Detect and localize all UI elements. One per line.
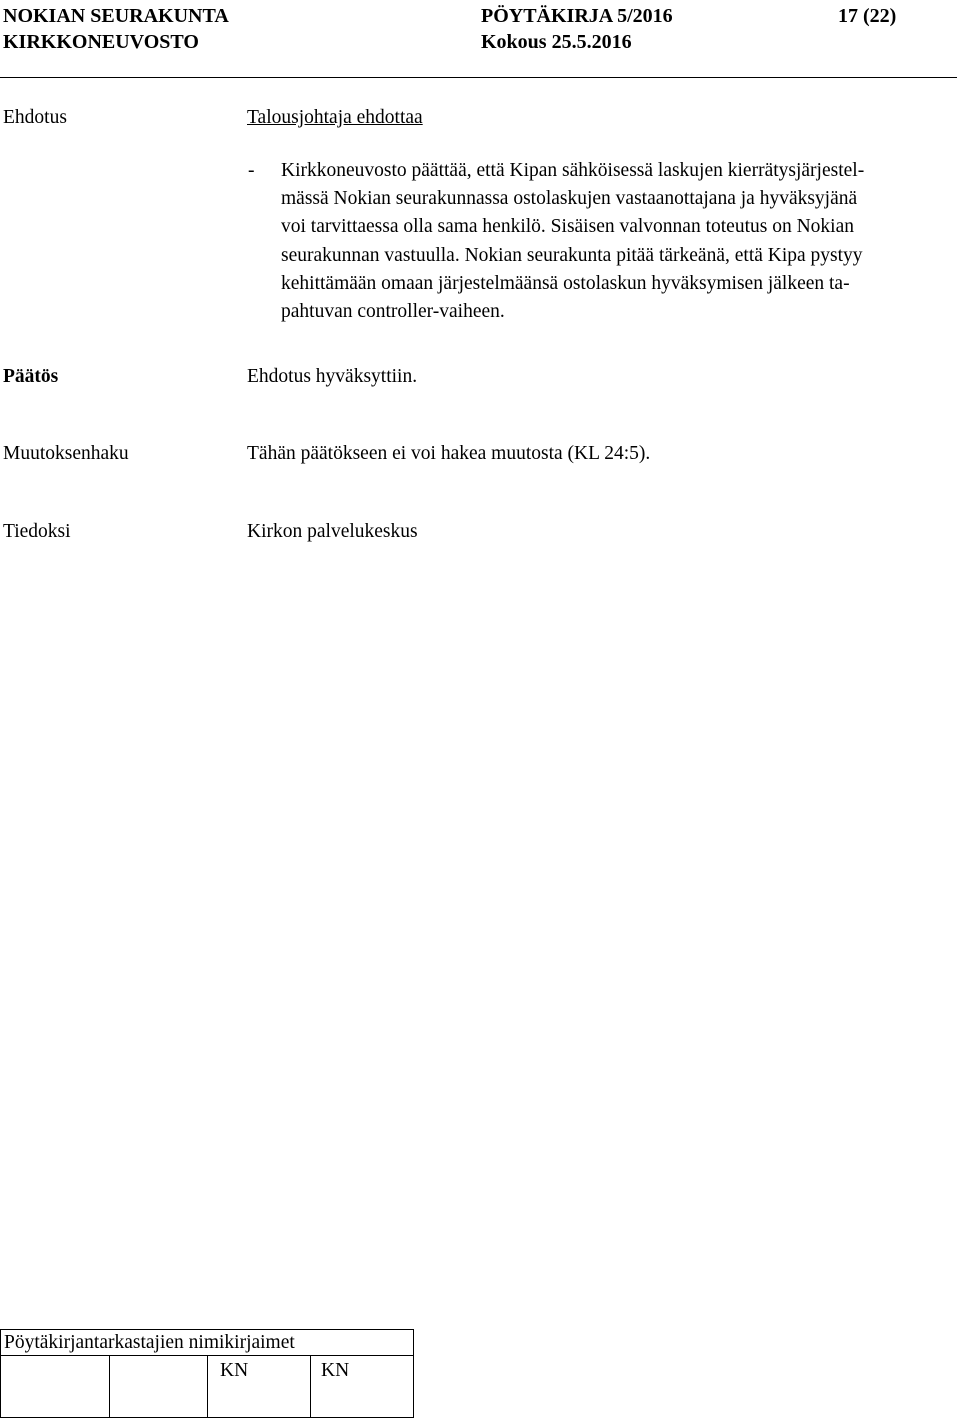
list-dash: - xyxy=(248,160,255,181)
proposal-paragraph xyxy=(281,157,953,326)
proposal-heading-text: Talousjohtaja ehdottaa xyxy=(247,107,423,128)
signature-box-title: Pöytäkirjantarkastajien nimikirjaimet xyxy=(4,1332,295,1353)
signature-divider xyxy=(207,1356,208,1418)
signature-divider xyxy=(109,1356,110,1418)
reviewer-initials: KN xyxy=(321,1360,350,1381)
meeting-date: Kokous 25.5.2016 xyxy=(481,31,632,53)
proposal-line: kehittämään omaan järjestelmäänsä ostolaskun hyväksymisen jälkeen ta- xyxy=(281,272,850,294)
proposal-line: Kirkkoneuvosto päättää, että Kipan sähköisessä laskujen kierrätysjärjestel- xyxy=(281,160,865,181)
section-label-paatos: Päätös xyxy=(3,366,59,387)
appeal-text: Tähän päätökseen ei voi hakea muutosta (KL 24:5). xyxy=(247,443,651,464)
distribution-text: Kirkon palvelukeskus xyxy=(247,521,418,542)
page-number: 17 (22) xyxy=(838,5,897,27)
signature-divider xyxy=(310,1356,311,1418)
proposal-line: mässä Nokian seurakunnassa ostolaskujen vastaanottajana ja hyväksyjänä xyxy=(281,188,858,210)
signature-box-header xyxy=(1,1330,413,1356)
proposal-line: pahtuvan controller-vaiheen. xyxy=(281,301,505,323)
section-label-muutoksenhaku: Muutoksenhaku xyxy=(3,443,129,464)
signature-box xyxy=(0,1329,414,1418)
decision-text: Ehdotus hyväksyttiin. xyxy=(247,366,418,387)
reviewer-initials: KN xyxy=(220,1360,249,1381)
proposal-heading xyxy=(247,105,423,131)
governing-body: KIRKKONEUVOSTO xyxy=(3,31,199,53)
header-rule xyxy=(0,77,957,78)
section-label-ehdotus: Ehdotus xyxy=(3,107,67,128)
section-label-tiedoksi: Tiedoksi xyxy=(3,521,71,542)
proposal-line: seurakunnan vastuulla. Nokian seurakunta pitää tärkeänä, että Kipa pystyy xyxy=(281,244,863,266)
document-title: PÖYTÄKIRJA 5/2016 xyxy=(481,5,673,27)
proposal-line: voi tarvittaessa olla sama henkilö. Sisäisen valvonnan toteutus on Nokian xyxy=(281,216,854,238)
org-name: NOKIAN SEURAKUNTA xyxy=(3,5,229,27)
